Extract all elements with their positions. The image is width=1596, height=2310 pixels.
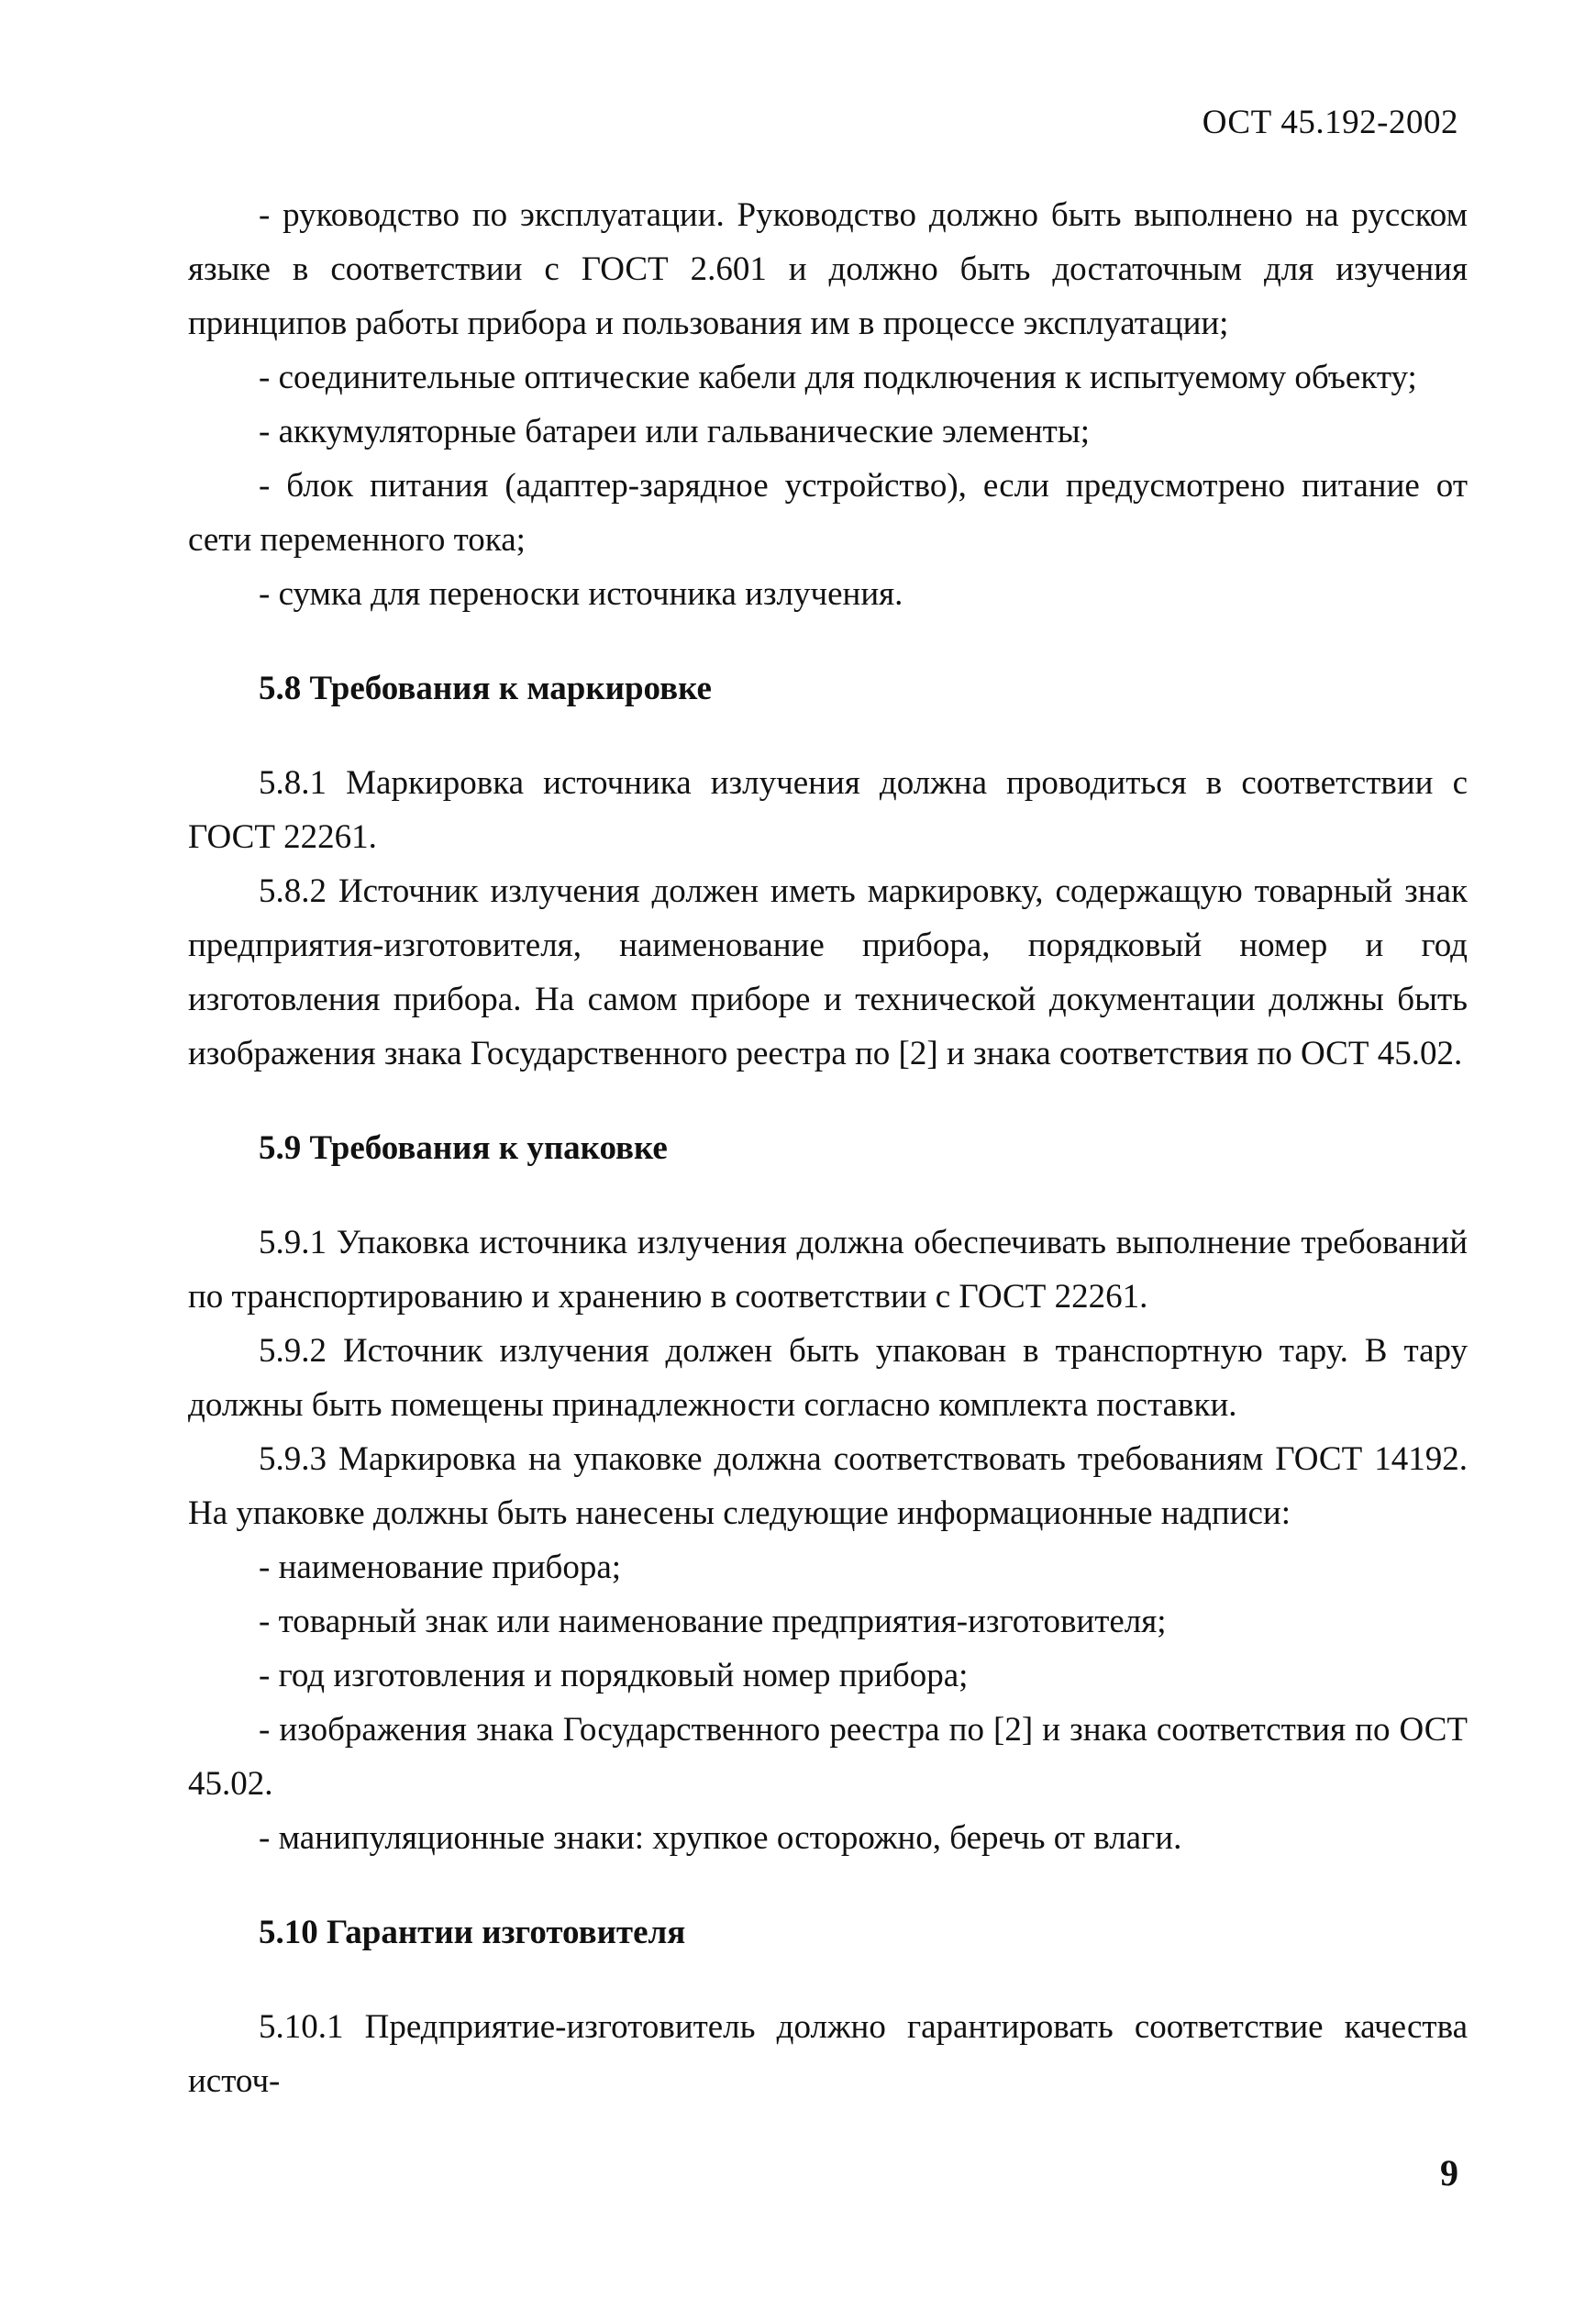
paragraph-5-8-1: 5.8.1 Маркировка источника излучения должна проводиться в соответствии с ГОСТ 22261. [188,764,1468,856]
list-item-handling-marks: - манипуляционные знаки: хрупкое осторожно, беречь от влаги. [259,1819,1182,1857]
list-item-registry-sign: - изображения знака Государственного реестра по [2] и знака соответствия по ОСТ 45.02. [188,1711,1468,1803]
paragraph-5-9-1: 5.9.1 Упаковка источника излучения должна обеспечивать выполнение требований по транспортированию и хранению в соответствии с ГОСТ 22261. [188,1224,1468,1316]
list-item-batteries: - аккумуляторные батареи или гальванические элементы; [259,413,1090,450]
section-heading-5-10: 5.10 Гарантии изготовителя [259,1914,686,1951]
list-item-trademark: - товарный знак или наименование предприятия-изготовителя; [259,1603,1167,1640]
section-heading-5-8: 5.8 Требования к маркировке [259,670,712,707]
paragraph-5-9-3: 5.9.3 Маркировка на упаковке должна соответствовать требованиям ГОСТ 14192. На упаковке должны быть нанесены следующие информационные надписи: [188,1440,1468,1532]
paragraph-5-10-1: 5.10.1 Предприятие-изготовитель должно гарантировать соответствие качества источ- [188,2008,1468,2100]
paragraph-5-9-2: 5.9.2 Источник излучения должен быть упакован в транспортную тару. В тару должны быть помещены принадлежности согласно комплекта поставки. [188,1332,1468,1424]
paragraph-5-8-2: 5.8.2 Источник излучения должен иметь маркировку, содержащую товарный знак предприятия-изготовителя, наименование прибора, порядковый номер и год изготовления прибора. На самом приборе и технической документации должны быть изображения знака Государственного реестра по [2] и знака соответствия по ОСТ 45.02. [188,872,1468,1072]
paragraph-manual: - руководство по эксплуатации. Руководство должно быть выполнено на русском языке в соответствии с ГОСТ 2.601 и должно быть достаточным для изучения принципов работы прибора и пользования им в процессе эксплуатации; [188,196,1468,342]
list-item-cables: - соединительные оптические кабели для подключения к испытуемому объекту; [259,359,1417,396]
list-item-power-unit: - блок питания (адаптер-зарядное устройство), если предусмотрено питание от сети переменного тока; [188,467,1468,559]
list-item-bag: - сумка для переноски источника излучения. [259,575,903,613]
document-code: ОСТ 45.192-2002 [1202,104,1458,141]
page-number: 9 [1440,2152,1458,2193]
list-item-year-serial: - год изготовления и порядковый номер прибора; [259,1657,969,1694]
document-body [188,188,1468,2108]
list-item-device-name: - наименование прибора; [259,1549,622,1586]
section-heading-5-9: 5.9 Требования к упаковке [259,1129,668,1167]
